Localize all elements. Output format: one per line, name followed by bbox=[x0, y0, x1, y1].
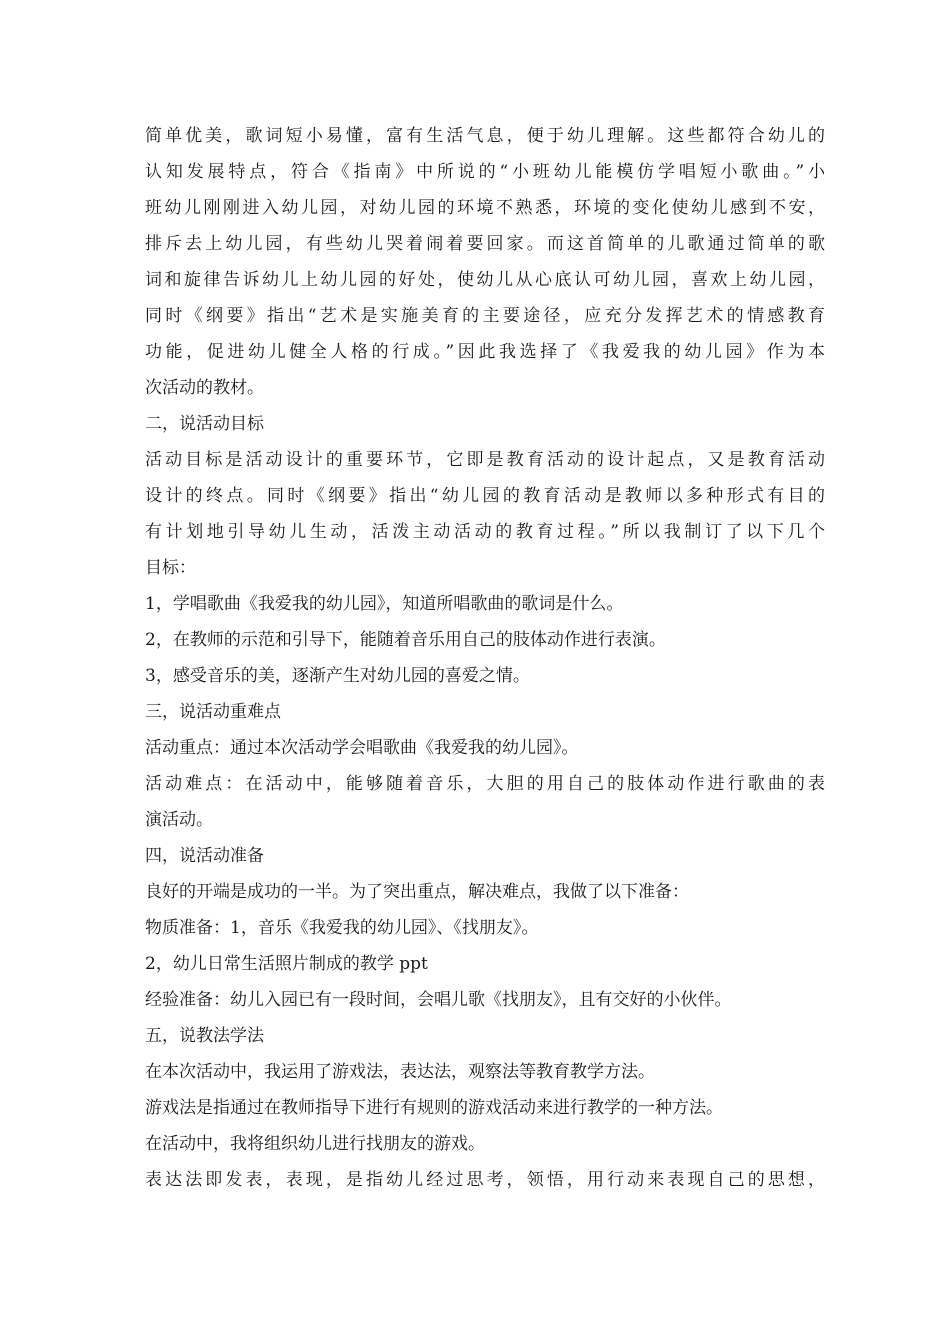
text-line: 设计的终点。同时《纲要》指出“幼儿园的教育活动是教师以多种形式有目的 bbox=[145, 486, 825, 506]
text-line: 认知发展特点，符合《指南》中所说的“小班幼儿能模仿学唱短小歌曲。”小 bbox=[145, 162, 825, 182]
text-line: 五，说教法学法 bbox=[145, 1026, 264, 1046]
document-body bbox=[145, 118, 825, 1198]
text-line: 3，感受音乐的美，逐渐产生对幼儿园的喜爱之情。 bbox=[145, 666, 530, 686]
text-line: 在活动中，我将组织幼儿进行找朋友的游戏。 bbox=[145, 1134, 485, 1154]
text-line: 经验准备：幼儿入园已有一段时间，会唱儿歌《找朋友》，且有交好的小伙伴。 bbox=[145, 990, 732, 1010]
text-line: 班幼儿刚刚进入幼儿园，对幼儿园的环境不熟悉，环境的变化使幼儿感到不安， bbox=[145, 198, 825, 218]
text-line: 物质准备：1，音乐《我爱我的幼儿园》、《找朋友》。 bbox=[145, 918, 539, 938]
text-line: 活动难点：在活动中，能够随着音乐，大胆的用自己的肢体动作进行歌曲的表 bbox=[145, 774, 825, 794]
text-line: 四，说活动准备 bbox=[145, 846, 264, 866]
text-line: 词和旋律告诉幼儿上幼儿园的好处，使幼儿从心底认可幼儿园，喜欢上幼儿园， bbox=[145, 270, 825, 290]
text-line: 目标： bbox=[145, 558, 196, 578]
text-line: 1，学唱歌曲《我爱我的幼儿园》，知道所唱歌曲的歌词是什么。 bbox=[145, 594, 624, 614]
text-line: 功能，促进幼儿健全人格的行成。”因此我选择了《我爱我的幼儿园》作为本 bbox=[145, 342, 825, 362]
text-line: 二，说活动目标 bbox=[145, 414, 264, 434]
text-line: 简单优美，歌词短小易懂，富有生活气息，便于幼儿理解。这些都符合幼儿的 bbox=[145, 126, 825, 146]
text-line: 游戏法是指通过在教师指导下进行有规则的游戏活动来进行教学的一种方法。 bbox=[145, 1098, 723, 1118]
text-line: 良好的开端是成功的一半。为了突出重点，解决难点，我做了以下准备： bbox=[145, 882, 689, 902]
text-line: 演活动。 bbox=[145, 810, 213, 830]
text-line: 2，在教师的示范和引导下，能随着音乐用自己的肢体动作进行表演。 bbox=[145, 630, 666, 650]
text-line: 三，说活动重难点 bbox=[145, 702, 281, 722]
text-line: 同时《纲要》指出“艺术是实施美育的主要途径，应充分发挥艺术的情感教育 bbox=[145, 306, 825, 326]
text-line: 排斥去上幼儿园，有些幼儿哭着闹着要回家。而这首简单的儿歌通过简单的歌 bbox=[145, 234, 825, 254]
text-line: 2，幼儿日常生活照片制成的教学 ppt bbox=[145, 954, 428, 974]
text-line: 有计划地引导幼儿生动，活泼主动活动的教育过程。”所以我制订了以下几个 bbox=[145, 522, 825, 542]
text-line: 活动目标是活动设计的重要环节，它即是教育活动的设计起点，又是教育活动 bbox=[145, 450, 825, 470]
text-line: 次活动的教材。 bbox=[145, 378, 264, 398]
text-line: 活动重点：通过本次活动学会唱歌曲《我爱我的幼儿园》。 bbox=[145, 738, 579, 758]
text-line: 表达法即发表，表现，是指幼儿经过思考，领悟，用行动来表现自己的思想， bbox=[145, 1170, 825, 1190]
text-line: 在本次活动中，我运用了游戏法，表达法，观察法等教育教学方法。 bbox=[145, 1062, 655, 1082]
